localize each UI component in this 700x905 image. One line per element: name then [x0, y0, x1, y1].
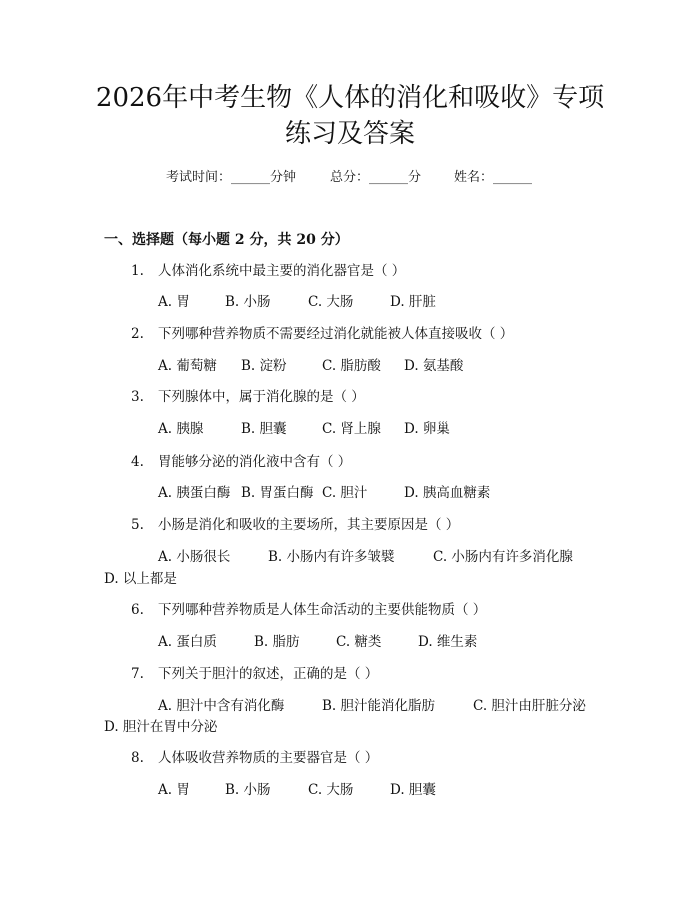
question-number: 8.: [131, 750, 144, 766]
option-a: A. 葡萄糖: [158, 358, 217, 374]
option-c: C. 肾上腺: [322, 421, 381, 437]
option-c: C. 糖类: [336, 634, 382, 650]
question-number: 3.: [131, 389, 144, 405]
option-b: B. 小肠: [225, 782, 271, 798]
question-stem: 人体消化系统中最主要的消化器官是（ ）: [158, 263, 406, 279]
option-d: D. 胆囊: [390, 782, 436, 798]
exam-time-field: 考试时间：______分钟: [166, 170, 297, 185]
option-b: B. 胆汁能消化脂肪: [322, 698, 436, 714]
option-a: A. 蛋白质: [158, 634, 217, 650]
option-a: A. 胆汁中含有消化酶: [158, 698, 285, 714]
option-a: A. 胃: [158, 294, 190, 310]
question-stem: 人体吸收营养物质的主要器官是（ ）: [158, 750, 379, 766]
section-heading: 一、选择题（每小题 2 分，共 20 分）: [104, 232, 349, 248]
question-stem: 下列哪种营养物质是人体生命活动的主要供能物质（ ）: [158, 602, 487, 618]
option-c: C. 大肠: [308, 782, 354, 798]
option-b: B. 胆囊: [241, 421, 287, 437]
question-number: 6.: [131, 602, 144, 618]
question-number: 7.: [131, 666, 144, 682]
option-c: C. 胆汁由肝脏分泌: [473, 698, 586, 714]
option-b: B. 小肠内有许多皱襞: [268, 549, 395, 565]
option-d: D. 以上都是: [104, 571, 177, 587]
option-a: A. 胃: [158, 782, 190, 798]
question-number: 1.: [131, 263, 144, 279]
option-a: A. 胰蛋白酶: [158, 485, 231, 501]
option-d: D. 氨基酸: [404, 358, 464, 374]
option-b: B. 淀粉: [241, 358, 287, 374]
option-d: D. 肝脏: [390, 294, 436, 310]
page-title-line2: 练习及答案: [284, 119, 415, 149]
option-d: D. 胰高血糖素: [404, 485, 491, 501]
option-d: D. 维生素: [418, 634, 478, 650]
option-d: D. 胆汁在胃中分泌: [104, 719, 218, 735]
option-a: A. 小肠很长: [158, 549, 231, 565]
question-number: 2.: [131, 326, 144, 342]
total-score-field: 总分：______分: [330, 170, 422, 185]
option-c: C. 脂肪酸: [322, 358, 381, 374]
option-b: B. 脂肪: [254, 634, 300, 650]
option-c: C. 胆汁: [322, 485, 368, 501]
page-title-line1: 2026年中考生物《人体的消化和吸收》专项: [95, 83, 605, 113]
question-stem: 下列腺体中，属于消化腺的是（ ）: [158, 389, 365, 405]
option-b: B. 胃蛋白酶: [241, 485, 314, 501]
student-name-field: 姓名：______: [454, 170, 533, 185]
option-c: C. 小肠内有许多消化腺: [433, 549, 573, 565]
option-a: A. 胰腺: [158, 421, 204, 437]
question-stem: 小肠是消化和吸收的主要场所，其主要原因是（ ）: [158, 517, 460, 533]
question-number: 4.: [131, 454, 144, 470]
question-stem: 下列关于胆汁的叙述，正确的是（ ）: [158, 666, 379, 682]
option-d: D. 卵巢: [404, 421, 450, 437]
option-b: B. 小肠: [225, 294, 271, 310]
question-number: 5.: [131, 517, 144, 533]
question-stem: 胃能够分泌的消化液中含有（ ）: [158, 454, 352, 470]
question-stem: 下列哪种营养物质不需要经过消化就能被人体直接吸收（ ）: [158, 326, 514, 342]
option-c: C. 大肠: [308, 294, 354, 310]
